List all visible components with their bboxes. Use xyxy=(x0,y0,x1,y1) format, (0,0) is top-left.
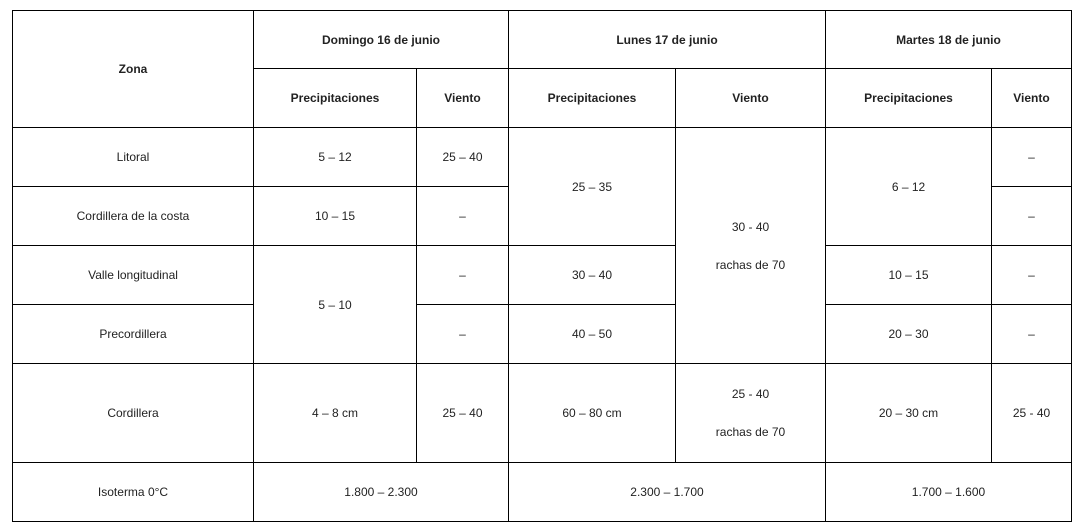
cell-dom-precip-costa: 10 – 15 xyxy=(254,187,417,246)
cell-mar-precip-valle: 10 – 15 xyxy=(826,246,992,305)
zona-costa: Cordillera de la costa xyxy=(13,187,254,246)
cell-dom-precip-litoral: 5 – 12 xyxy=(254,128,417,187)
header-day-domingo: Domingo 16 de junio xyxy=(254,11,509,69)
header-precip-lunes: Precipitaciones xyxy=(509,69,676,128)
forecast-table xyxy=(12,10,1072,522)
header-zona: Zona xyxy=(13,11,254,128)
cell-dom-viento-litoral: 25 – 40 xyxy=(417,128,509,187)
header-day-martes: Martes 18 de junio xyxy=(826,11,1072,69)
cell-dom-precip-valle-precordillera: 5 – 10 xyxy=(254,246,417,364)
header-precip-martes: Precipitaciones xyxy=(826,69,992,128)
row-isoterma xyxy=(13,463,1072,522)
zona-precordillera: Precordillera xyxy=(13,305,254,364)
cell-mar-viento-precordillera: – xyxy=(992,305,1072,364)
header-precip-domingo: Precipitaciones xyxy=(254,69,417,128)
cell-lun-precip-precordillera: 40 – 50 xyxy=(509,305,676,364)
cell-lun-viento-merged xyxy=(676,128,826,364)
zona-valle: Valle longitudinal xyxy=(13,246,254,305)
row-litoral xyxy=(13,128,1072,187)
lun-viento-rachas: rachas de 70 xyxy=(715,257,786,272)
cell-dom-viento-cordillera: 25 – 40 xyxy=(417,364,509,463)
cordillera-viento-range: 25 - 40 xyxy=(731,387,770,401)
cell-lun-viento-cordillera xyxy=(676,364,826,463)
cell-mar-precip-litoral-costa: 6 – 12 xyxy=(826,128,992,246)
cell-lun-precip-litoral-costa: 25 – 35 xyxy=(509,128,676,246)
header-viento-lunes: Viento xyxy=(676,69,826,128)
header-viento-martes: Viento xyxy=(992,69,1072,128)
cell-dom-viento-valle: – xyxy=(417,246,509,305)
zona-litoral: Litoral xyxy=(13,128,254,187)
header-row-days xyxy=(13,11,1072,69)
isoterma-label: Isoterma 0°C xyxy=(13,463,254,522)
header-day-lunes: Lunes 17 de junio xyxy=(509,11,826,69)
row-valle xyxy=(13,246,1072,305)
row-precordillera xyxy=(13,305,1072,364)
cell-mar-viento-costa: – xyxy=(992,187,1072,246)
cell-dom-viento-precordillera: – xyxy=(417,305,509,364)
row-cordillera xyxy=(13,364,1072,463)
lun-viento-range: 30 - 40 xyxy=(731,219,770,234)
cell-isoterma-lun: 2.300 – 1.700 xyxy=(509,463,826,522)
cell-mar-precip-cordillera: 20 – 30 cm xyxy=(826,364,992,463)
cell-mar-precip-precordillera: 20 – 30 xyxy=(826,305,992,364)
cell-dom-precip-cordillera: 4 – 8 cm xyxy=(254,364,417,463)
cordillera-viento-rachas: rachas de 70 xyxy=(715,425,786,439)
cell-dom-viento-costa: – xyxy=(417,187,509,246)
cell-mar-viento-cordillera: 25 - 40 xyxy=(992,364,1072,463)
cell-mar-viento-litoral: – xyxy=(992,128,1072,187)
cell-mar-viento-valle: – xyxy=(992,246,1072,305)
header-viento-domingo: Viento xyxy=(417,69,509,128)
cell-lun-precip-cordillera: 60 – 80 cm xyxy=(509,364,676,463)
cell-isoterma-dom: 1.800 – 2.300 xyxy=(254,463,509,522)
cell-lun-precip-valle: 30 – 40 xyxy=(509,246,676,305)
cell-isoterma-mar: 1.700 – 1.600 xyxy=(826,463,1072,522)
zona-cordillera: Cordillera xyxy=(13,364,254,463)
